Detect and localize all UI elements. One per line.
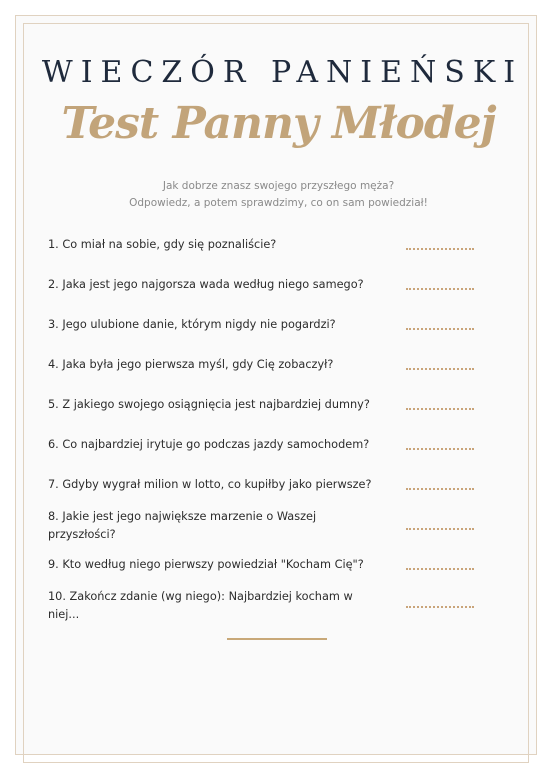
answer-line[interactable] [406, 328, 474, 330]
intro-line-2: Odpowiedz, a potem sprawdzimy, co on sam powiedział! [129, 197, 428, 209]
script-subtitle: Test Panny Młodej [61, 98, 496, 149]
question-text: 2. Jaka jest jego najgorsza wada według niego samego? [48, 278, 364, 291]
answer-line[interactable] [406, 248, 474, 250]
answer-line[interactable] [406, 448, 474, 450]
question-text: 6. Co najbardziej irytuje go podczas jazdy samochodem? [48, 438, 370, 451]
question-text: 8. Jakie jest jego największe marzenie o Waszej przyszłości? [48, 510, 317, 541]
answer-line[interactable] [406, 368, 474, 370]
answer-line[interactable] [406, 408, 474, 410]
page-title: WIECZÓR PANIEŃSKI [41, 55, 524, 90]
answer-line[interactable] [406, 488, 474, 490]
answer-line[interactable] [406, 528, 474, 530]
question-text: 4. Jaka była jego pierwsza myśl, gdy Cię zobaczył? [48, 358, 334, 371]
intro-line-1: Jak dobrze znasz swojego przyszłego męża? [162, 180, 395, 192]
answer-line[interactable] [406, 568, 474, 570]
intro-text [0, 178, 557, 212]
question-text: 5. Z jakiego swojego osiągnięcia jest najbardziej dumny? [48, 398, 370, 411]
question-text: 9. Kto według niego pierwszy powiedział "Kocham Cię"? [48, 558, 364, 571]
answer-line[interactable] [406, 606, 474, 608]
question-text: 3. Jego ulubione danie, którym nigdy nie pogardzi? [48, 318, 336, 331]
footer-divider [227, 638, 327, 640]
answer-line[interactable] [406, 288, 474, 290]
question-text: 7. Gdyby wygrał milion w lotto, co kupiłby jako pierwsze? [48, 478, 372, 491]
question-text: 1. Co miał na sobie, gdy się poznaliście? [48, 238, 277, 251]
question-text: 10. Zakończ zdanie (wg niego): Najbardziej kocham w niej... [48, 590, 353, 621]
